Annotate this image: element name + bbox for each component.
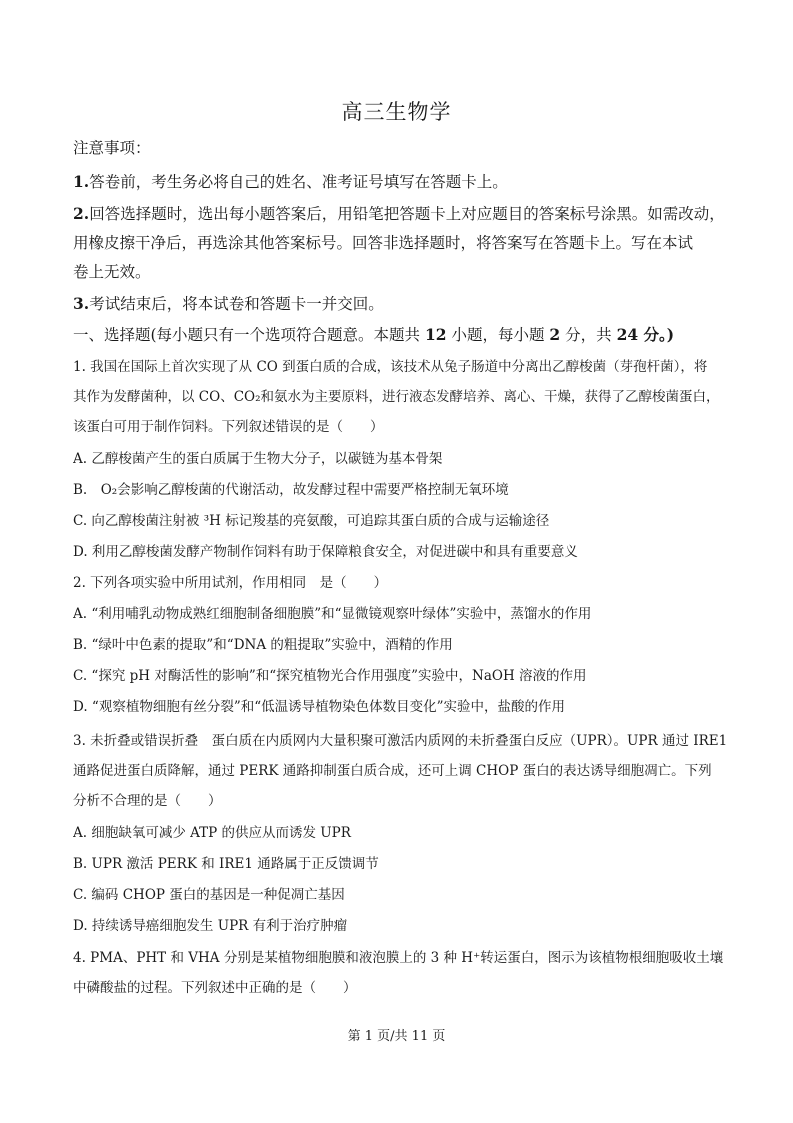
- section-score-each: 2: [549, 325, 561, 344]
- q3-option-d: D. 持续诱导癌细胞发生 UPR 有利于治疗肿瘤: [73, 918, 348, 934]
- notice-item-3-number: 3.: [73, 294, 90, 313]
- q1-option-c: C. 向乙醇梭菌注射被 ³H 标记羧基的亮氨酸，可追踪其蛋白质的合成与运输途径: [73, 513, 550, 529]
- section-heading-part: 分。): [638, 325, 675, 344]
- notice-item-3-text: 考试结束后，将本试卷和答题卡一并交回。: [89, 295, 384, 313]
- q1-stem-line-1: 1. 我国在国际上首次实现了从 CO 到蛋白质的合成，该技术从兔子肠道中分离出乙醇梭菌（芽孢杆菌），将: [73, 359, 708, 375]
- q2-option-c: C. “探究 pH 对酶活性的影响”和“探究植物光合作用强度”实验中，NaOH 溶液的作用: [73, 668, 587, 684]
- q3-stem-line-3: 分析不合理的是（ ）: [73, 793, 222, 809]
- section-heading: [73, 323, 733, 345]
- q4-stem-line-2: 中磷酸盐的过程。下列叙述中正确的是（ ）: [73, 980, 357, 996]
- page-title: 高三生物学: [341, 100, 452, 124]
- section-score-total: 24: [616, 325, 639, 344]
- notice-item-1-number: 1.: [73, 172, 90, 191]
- notice-item-2: [73, 202, 733, 224]
- section-heading-part: 一、选择题(每小题只有一个选项符合题意。本题共: [73, 326, 425, 344]
- q1-option-d: D. 利用乙醇梭菌发酵产物制作饲料有助于保障粮食安全，对促进碳中和具有重要意义: [73, 544, 578, 560]
- notice-item-3: [73, 292, 733, 314]
- q3-option-b: B. UPR 激活 PERK 和 IRE1 通路属于正反馈调节: [73, 856, 379, 872]
- q1-option-b: B. O₂会影响乙醇梭菌的代谢活动，故发酵过程中需要严格控制无氧环境: [73, 482, 509, 498]
- notice-heading: 注意事项：: [73, 139, 151, 157]
- q3-option-c: C. 编码 CHOP 蛋白的基因是一种促凋亡基因: [73, 887, 345, 903]
- page-number-footer: 第 1 页/共 11 页: [347, 1029, 446, 1044]
- notice-item-1-text: 答卷前，考生务必将自己的姓名、准考证号填写在答题卡上。: [89, 173, 508, 191]
- q1-stem-line-3: 该蛋白可用于制作饲料。下列叙述错误的是（ ）: [73, 419, 384, 435]
- notice-item-2-line-1: 回答选择题时，选出每小题答案后，用铅笔把答题卡上对应题目的答案标号涂黑。如需改动，: [89, 205, 725, 223]
- q1-option-a: A. 乙醇梭菌产生的蛋白质属于生物大分子，以碳链为基本骨架: [73, 451, 443, 467]
- q4-stem-line-1: 4. PMA、PHT 和 VHA 分别是某植物细胞膜和液泡膜上的 3 种 H⁺转运蛋白，图示为该植物根细胞吸收土壤: [73, 950, 724, 966]
- notice-item-2-line-2: 用橡皮擦干净后，再选涂其他答案标号。回答非选择题时，将答案写在答题卡上。写在本试: [73, 234, 694, 252]
- q3-option-a: A. 细胞缺氧可减少 ATP 的供应从而诱发 UPR: [73, 825, 351, 841]
- q3-stem-line-1: 3. 未折叠或错误折叠 蛋白质在内质网内大量积聚可激活内质网的未折叠蛋白反应（UPR）。UPR 通过 IRE1: [73, 733, 728, 749]
- notice-item-1: [73, 170, 733, 192]
- notice-item-2-line-3: 卷上无效。: [73, 263, 151, 281]
- q2-option-d: D. “观察植物细胞有丝分裂”和“低温诱导植物染色体数目变化”实验中，盐酸的作用: [73, 699, 566, 715]
- section-heading-part: 小题，每小题: [446, 326, 550, 344]
- notice-item-2-number: 2.: [73, 204, 90, 223]
- q1-stem-line-2: 其作为发酵菌种，以 CO、CO₂和氨水为主要原料，进行液态发酵培养、离心、干燥，获得了乙醇梭菌蛋白，: [73, 389, 720, 405]
- section-question-count: 12: [424, 325, 447, 344]
- q2-option-a: A. “利用哺乳动物成熟红细胞制备细胞膜”和“显微镜观察叶绿体”实验中，蒸馏水的作用: [73, 606, 592, 622]
- q2-stem-line-1: 2. 下列各项实验中所用试剂，作用相同 是（ ）: [73, 575, 388, 591]
- q3-stem-line-2: 通路促进蛋白质降解，通过 PERK 通路抑制蛋白质合成，还可上调 CHOP 蛋白的表达诱导细胞凋亡。下列: [73, 763, 712, 779]
- section-heading-part: 分，共: [560, 326, 617, 344]
- q2-option-b: B. “绿叶中色素的提取”和“DNA 的粗提取”实验中，酒精的作用: [73, 637, 453, 653]
